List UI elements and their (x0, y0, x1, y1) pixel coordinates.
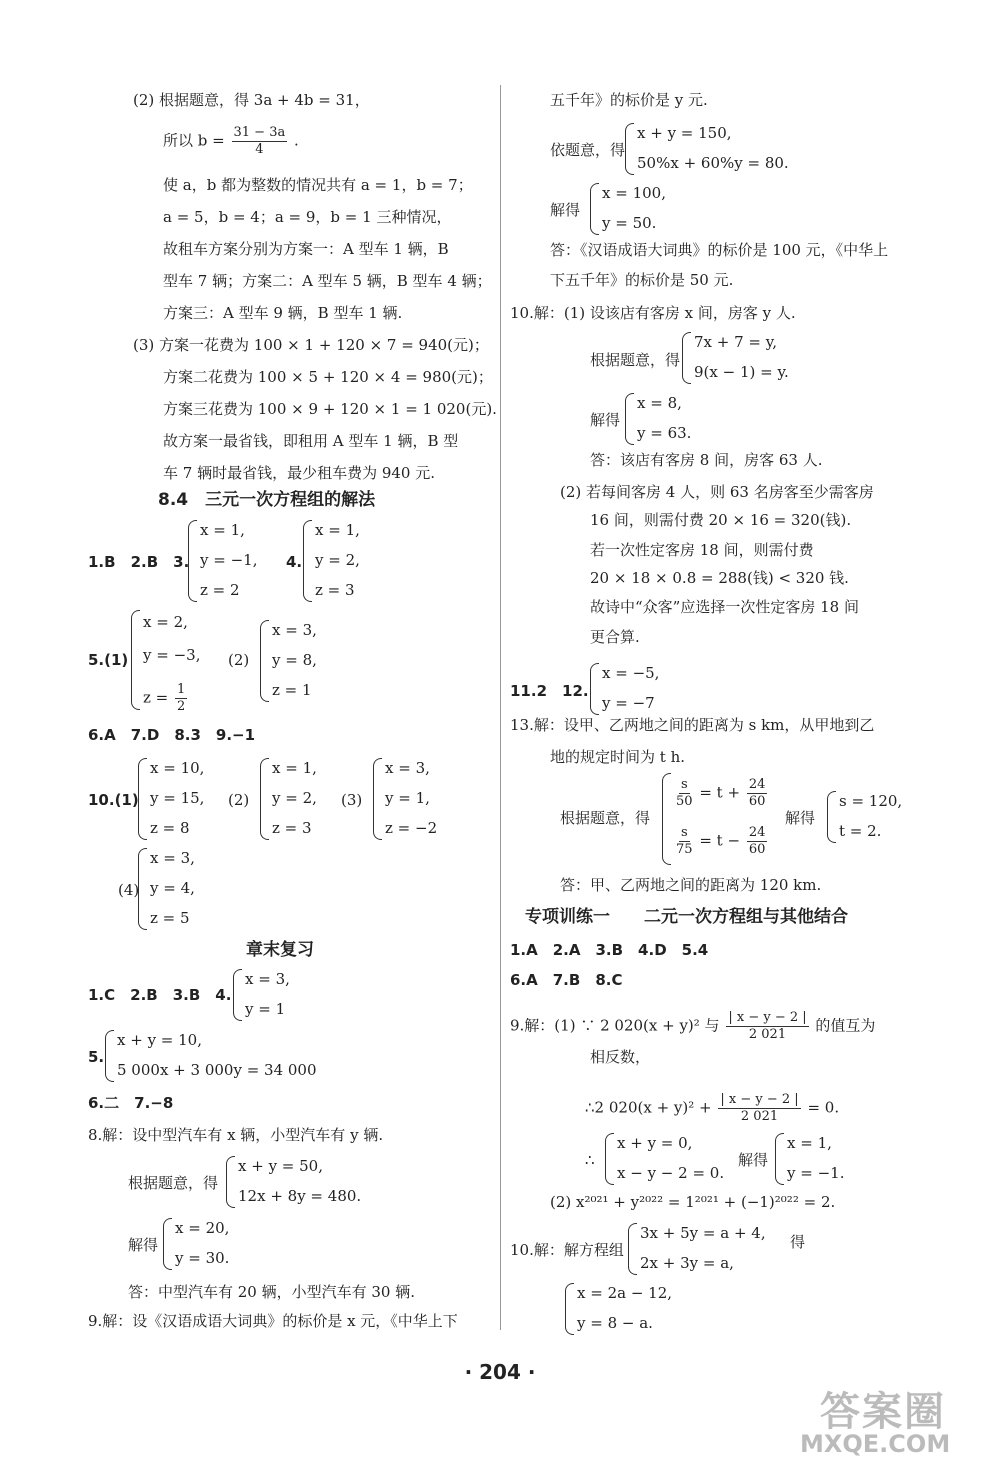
brace (138, 758, 147, 840)
equation: x = 1, (272, 759, 317, 777)
text-line: a = 5，b = 4；a = 9，b = 1 三种情况， (163, 208, 452, 226)
text-line: 8.解：设中型汽车有 x 辆，小型汽车有 y 辆. (88, 1126, 384, 1144)
text-line: (2) 根据题意，得 3a + 4b = 31， (133, 91, 370, 109)
denominator: 2 (177, 699, 186, 714)
text-line: 更合算. (590, 628, 640, 646)
equation-system (590, 183, 690, 235)
equation: x = 20, (175, 1219, 230, 1237)
text-line: (2) x²⁰²¹ + y²⁰²² = 1²⁰²¹ + (−1)²⁰²² = 2. (550, 1193, 836, 1211)
denominator: 2 021 (748, 1027, 787, 1042)
brace (163, 1218, 172, 1270)
answer-line: 1.C 2.B 3.B 4. (88, 986, 232, 1004)
text-line: 解得 (785, 809, 816, 827)
equation: y = 2, (315, 551, 360, 569)
text-line: 10.解：解方程组 (510, 1241, 624, 1259)
answer-label: (4) (118, 881, 140, 899)
text-line: 下五千年》的标价是 50 元. (550, 271, 734, 289)
equation: x = 3, (385, 759, 430, 777)
equation-system (625, 123, 805, 175)
equation: x + y = 50, (238, 1157, 323, 1175)
text-line: 答：中型汽车有 20 辆，小型汽车有 30 辆. (128, 1283, 416, 1301)
answer-line: 1.B 2.B 3. (88, 553, 190, 571)
numerator: s (680, 825, 688, 840)
answer-label: (2) (228, 791, 250, 809)
brace (605, 1133, 614, 1185)
equation: z = 3 (315, 581, 355, 599)
fraction (676, 777, 693, 810)
equation-system (303, 520, 393, 602)
equation: y = −7 (602, 694, 655, 712)
equation: x = 3, (150, 849, 195, 867)
fraction (747, 777, 768, 810)
text-line: 车 7 辆时最省钱，最少租车费为 940 元. (163, 464, 436, 482)
numerator: | x − y − 2 | (720, 1092, 799, 1107)
answer-label: 4. (286, 553, 303, 571)
page-number: · 204 · (464, 1360, 536, 1384)
equation: x = 2, (143, 613, 188, 631)
equation: y = 8, (272, 651, 317, 669)
denominator: 2 021 (740, 1109, 779, 1124)
equation: 9(x − 1) = y. (694, 363, 789, 381)
text-line: 13.解：设甲、乙两地之间的距离为 s km，从甲地到乙 (510, 716, 875, 734)
watermark-text: 答案圈 (820, 1389, 946, 1435)
column-divider (500, 85, 501, 1330)
equation: 50%x + 60%y = 80. (637, 154, 789, 172)
brace (682, 332, 691, 384)
equation: 3x + 5y = a + 4, (640, 1224, 766, 1242)
equation: 5 000x + 3 000y = 34 000 (117, 1061, 317, 1079)
text-line: 故诗中“众客”应选择一次性定客房 18 间 (590, 598, 859, 616)
equation: t = 2. (839, 822, 882, 840)
brace (625, 393, 634, 445)
brace (260, 620, 269, 702)
text: = t + (699, 783, 741, 802)
equation: x − y − 2 = 0. (617, 1164, 725, 1182)
brace (188, 520, 197, 602)
fraction (726, 1010, 808, 1043)
answer-line: 1.A 2.A 3.B 4.D 5.4 (510, 941, 709, 959)
equation: 12x + 8y = 480. (238, 1187, 362, 1205)
equation: z = 8 (150, 819, 190, 837)
text-line: 五千年》的标价是 y 元. (550, 91, 708, 109)
text: = 0. (807, 1098, 840, 1117)
text-line: 得 (790, 1233, 806, 1251)
answer-line: 11.2 12. (510, 682, 589, 700)
text-line: 方案二花费为 100 × 5 + 120 × 4 = 980(元)； (163, 368, 493, 386)
text-line: (3) 方案一花费为 100 × 1 + 120 × 7 = 940(元)； (133, 336, 489, 354)
equation-system (628, 1223, 788, 1275)
equation: y = 1, (385, 789, 430, 807)
equation: x = 100, (602, 184, 666, 202)
brace (373, 758, 382, 840)
equation-system (590, 663, 690, 715)
brace (233, 969, 242, 1021)
brace (628, 1223, 637, 1275)
text-line: 相反数， (590, 1048, 651, 1066)
text: 所以 b = (163, 131, 225, 150)
text-line: 根据题意，得 (560, 809, 651, 827)
answer-line: 6.二 7.−8 (88, 1094, 174, 1112)
equation (143, 682, 189, 715)
equation: y = 63. (637, 424, 692, 442)
equation: z = 5 (150, 909, 190, 927)
text: 9.解：(1) ∵ 2 020(x + y)² 与 (510, 1016, 720, 1035)
equation: y = −3, (143, 646, 201, 664)
text-line (585, 1092, 839, 1125)
text-line: 方案三花费为 100 × 9 + 120 × 1 = 1 020(元). (163, 400, 497, 418)
section-heading: 专项训练一 二元一次方程组与其他结合 (525, 907, 848, 927)
equation: y = 8 − a. (577, 1314, 653, 1332)
equation-system (226, 1156, 406, 1208)
denominator: 50 (676, 794, 693, 809)
equation: y = −1, (200, 551, 258, 569)
text: ∴2 020(x + y)² + (585, 1098, 712, 1117)
numerator: 24 (748, 777, 766, 792)
equation: x + y = 150, (637, 124, 732, 142)
text-line: 根据题意，得 (128, 1174, 219, 1192)
numerator: 31 − 3a (233, 125, 286, 140)
equation-system (138, 758, 228, 840)
equation (674, 777, 769, 810)
text-line: (2) 若每间客房 4 人，则 63 名房客至少需客房 (560, 483, 874, 501)
equation-system (827, 791, 917, 843)
fraction (747, 825, 768, 858)
equation: 7x + 7 = y, (694, 333, 778, 351)
brace (662, 773, 671, 865)
equation: x = 3, (272, 621, 317, 639)
fraction (718, 1092, 800, 1125)
numerator: 1 (177, 682, 186, 697)
fraction (175, 682, 187, 715)
text-line: 根据题意，得 (590, 351, 681, 369)
equation: x = 1, (200, 521, 245, 539)
brace (260, 758, 269, 840)
brace (565, 1283, 574, 1335)
text-line (163, 125, 299, 158)
text-line: 答：甲、乙两地之间的距离为 120 km. (560, 876, 822, 894)
equation: y = 30. (175, 1249, 230, 1267)
equation: z = 2 (200, 581, 240, 599)
brace (303, 520, 312, 602)
equation: x + y = 0, (617, 1134, 693, 1152)
equation: y = 2, (272, 789, 317, 807)
section-heading: 8.4 三元一次方程组的解法 (158, 490, 376, 510)
answer-label: 5. (88, 1048, 105, 1066)
equation: y = 50. (602, 214, 657, 232)
answer-line: 6.A 7.B 8.C (510, 971, 623, 989)
text-line: 20 × 18 × 0.8 = 288(钱) < 320 钱. (590, 569, 849, 587)
watermark-url: MXQE.COM (800, 1430, 951, 1458)
equation-system (233, 969, 313, 1021)
equation-system (131, 610, 226, 714)
answer-line: 6.A 7.D 8.3 9.−1 (88, 726, 256, 744)
brace (131, 610, 140, 710)
equation-system (260, 620, 350, 702)
equation-system (260, 758, 340, 840)
numerator: | x − y − 2 | (728, 1010, 807, 1025)
equation-system (373, 758, 463, 840)
answer-label: (2) (228, 651, 250, 669)
text-line: 使 a，b 都为整数的情况共有 a = 1，b = 7； (163, 176, 473, 194)
brace (827, 791, 836, 843)
equation (674, 825, 769, 858)
answer-label: (3) (341, 791, 363, 809)
text-line: 故租车方案分别为方案一：A 型车 1 辆，B (163, 240, 449, 258)
denominator: 60 (748, 842, 766, 857)
equation: y = 4, (150, 879, 195, 897)
section-heading: 章末复习 (246, 940, 314, 960)
equation-system (605, 1133, 735, 1185)
text-line: 故方案一最省钱，即租用 A 型车 1 辆，B 型 (163, 432, 459, 450)
brace (105, 1030, 114, 1082)
brace (226, 1156, 235, 1208)
text-line: 方案三：A 型车 9 辆，B 型车 1 辆. (163, 304, 403, 322)
answer-label: 10.(1) (88, 791, 139, 809)
text-line: 型车 7 辆；方案二：A 型车 5 辆，B 型车 4 辆； (163, 272, 492, 290)
numerator: s (680, 777, 688, 792)
equation-system (105, 1030, 325, 1082)
equation: x = 1, (315, 521, 360, 539)
text-line: 9.解：设《汉语成语大词典》的标价是 x 元，《中华上下 (88, 1312, 458, 1330)
fraction (676, 825, 693, 858)
equation: s = 120, (839, 792, 903, 810)
equation-system (662, 773, 782, 865)
equation-system (775, 1133, 865, 1185)
text-line: 解得 (550, 201, 581, 219)
answer-label: 5.(1) (88, 651, 129, 669)
text-line: 依题意，得 (550, 141, 626, 159)
equation: x = −5, (602, 664, 660, 682)
text-line: 地的规定时间为 t h. (550, 748, 685, 766)
equation: x = 1, (787, 1134, 832, 1152)
equation-system (138, 848, 218, 930)
brace (590, 663, 599, 715)
text-line: 答：《汉语成语大词典》的标价是 100 元，《中华上 (550, 241, 889, 259)
equation-system (682, 332, 822, 384)
equation: y = 15, (150, 789, 205, 807)
equation-system (625, 393, 715, 445)
equation-system (565, 1283, 695, 1335)
brace (625, 123, 634, 175)
equation: z = 3 (272, 819, 312, 837)
text: = t − (699, 831, 741, 850)
brace (138, 848, 147, 930)
text: z = (143, 688, 169, 707)
equation: x = 3, (245, 970, 290, 988)
text-line (510, 1010, 875, 1043)
text-line: 10.解：(1) 设该店有客房 x 间，房客 y 人. (510, 304, 796, 322)
text-line: 解得 (128, 1236, 159, 1254)
text-line: 解得 (738, 1151, 769, 1169)
numerator: 24 (748, 825, 766, 840)
equation: y = 1 (245, 1000, 286, 1018)
equation: x = 10, (150, 759, 205, 777)
equation-system (163, 1218, 263, 1270)
watermark (800, 1380, 980, 1460)
brace (590, 183, 599, 235)
text-line: 答：该店有客房 8 间，房客 63 人. (590, 451, 823, 469)
equation: z = 1 (272, 681, 312, 699)
text-line: 若一次性定客房 18 间，则需付费 (590, 541, 814, 559)
text: . (294, 131, 299, 150)
equation-system (188, 520, 278, 602)
denominator: 75 (676, 842, 693, 857)
equation: x + y = 10, (117, 1031, 202, 1049)
equation: z = −2 (385, 819, 438, 837)
equation: y = −1. (787, 1164, 845, 1182)
text-line: 解得 (590, 411, 621, 429)
equation: x = 2a − 12, (577, 1284, 673, 1302)
equation: 2x + 3y = a, (640, 1254, 734, 1272)
denominator: 60 (748, 794, 766, 809)
text-line: ∴ (585, 1151, 595, 1169)
denominator: 4 (255, 142, 264, 157)
text: 的值互为 (815, 1016, 876, 1035)
brace (775, 1133, 784, 1185)
equation: x = 8, (637, 394, 682, 412)
fraction (232, 125, 288, 158)
text-line: 16 间，则需付费 20 × 16 = 320(钱). (590, 511, 852, 529)
